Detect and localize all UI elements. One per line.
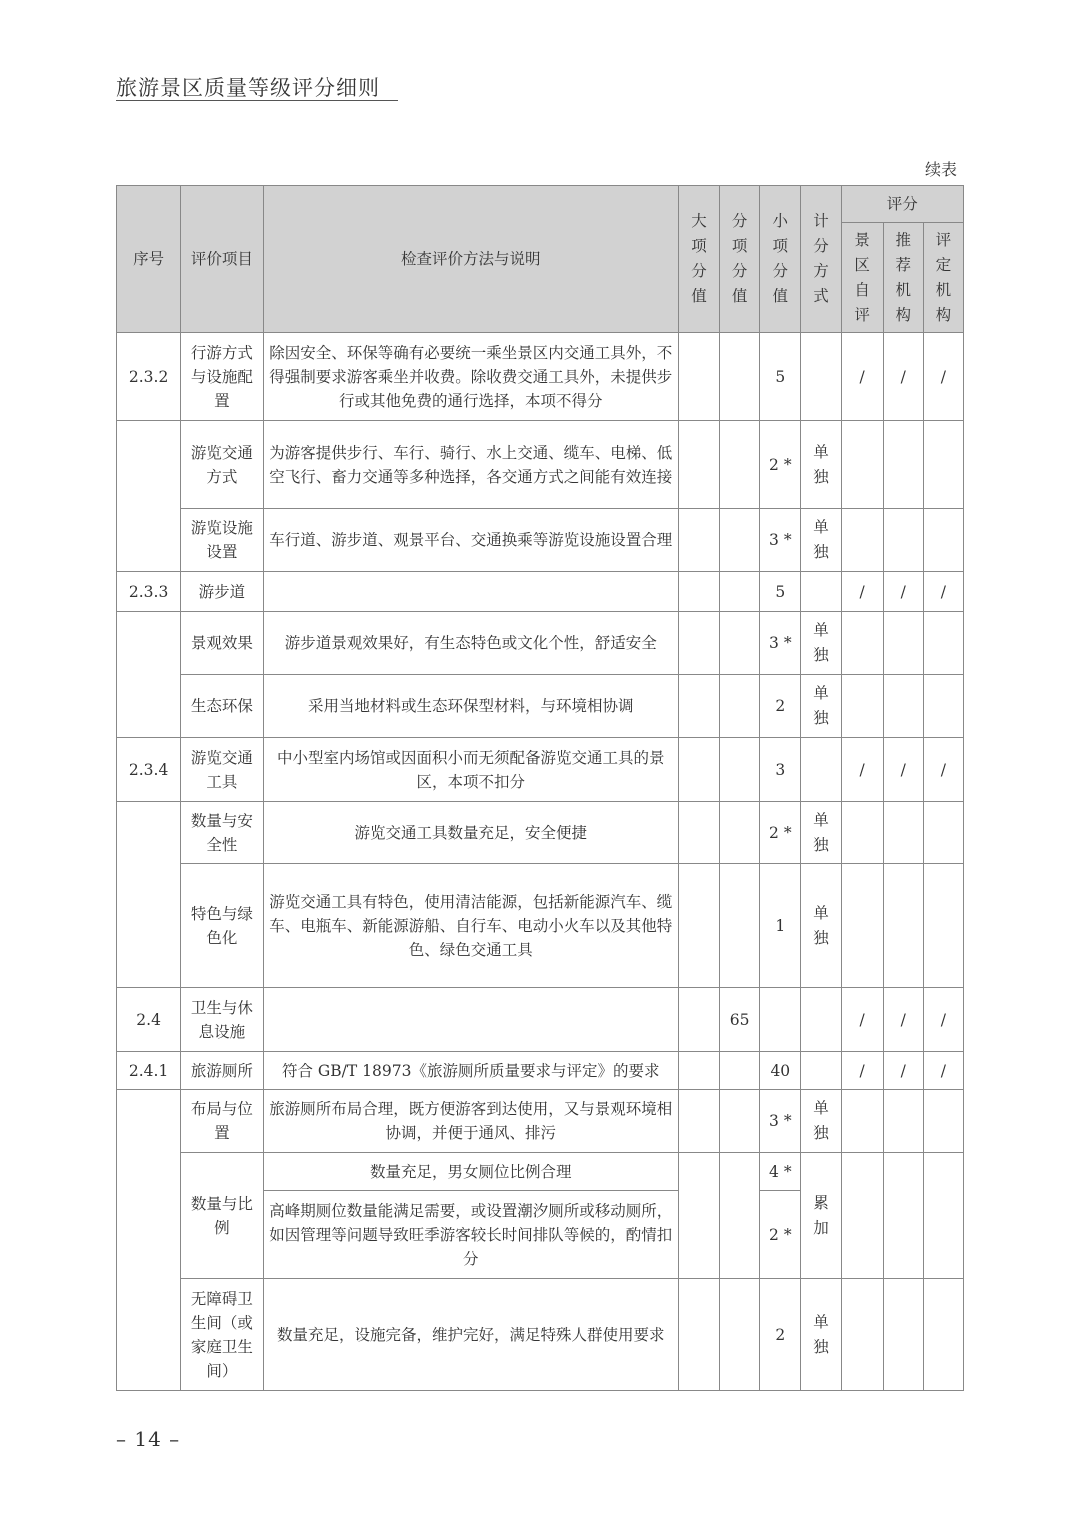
col-header-rating: 评分 bbox=[841, 186, 963, 223]
page-number: – 14 – bbox=[116, 1427, 181, 1451]
col-header-major-score: 大 项 分 值 bbox=[678, 186, 719, 333]
row-item: 卫生与休息设施 bbox=[181, 988, 263, 1052]
col-header-assess-org: 评 定 机 构 bbox=[923, 223, 963, 333]
row-desc: 符合 GB/T 18973《旅游厕所质量要求与评定》的要求 bbox=[263, 1052, 678, 1090]
row-item: 游览交通方式 bbox=[181, 421, 263, 509]
row-minor-score: 2 bbox=[760, 675, 801, 738]
row-recommend: / bbox=[883, 1052, 923, 1090]
row-item: 特色与绿色化 bbox=[181, 864, 263, 988]
row-item: 布局与位置 bbox=[181, 1090, 263, 1153]
col-header-recommend-org: 推 荐 机 构 bbox=[883, 223, 923, 333]
row-minor-score: 3 * bbox=[760, 1090, 801, 1153]
document-header-title: 旅游景区质量等级评分细则 bbox=[116, 76, 380, 100]
col-header-method: 检查评价方法与说明 bbox=[263, 186, 678, 333]
row-desc: 游览交通工具数量充足，安全便捷 bbox=[263, 802, 678, 864]
row-minor-score: 5 bbox=[760, 333, 801, 421]
row-minor-score: 5 bbox=[760, 572, 801, 612]
table-row bbox=[117, 738, 964, 802]
table-row bbox=[117, 1153, 964, 1191]
row-recommend: / bbox=[883, 333, 923, 421]
row-minor-score: 2 * bbox=[760, 1191, 801, 1279]
row-desc: 数量充足，设施完备，维护完好，满足特殊人群使用要求 bbox=[263, 1279, 678, 1391]
row-minor-score: 40 bbox=[760, 1052, 801, 1090]
row-item: 行游方式与设施配置 bbox=[181, 333, 263, 421]
col-header-self-eval: 景 区 自 评 bbox=[841, 223, 883, 333]
row-desc: 采用当地材料或生态环保型材料，与环境相协调 bbox=[263, 675, 678, 738]
row-desc: 游览交通工具有特色，使用清洁能源，包括新能源汽车、缆车、电瓶车、新能源游船、自行车、电动小火车以及其他特色、绿色交通工具 bbox=[263, 864, 678, 988]
row-sub-score: 65 bbox=[720, 988, 760, 1052]
table-row bbox=[117, 572, 964, 612]
row-calc-method: 单 独 bbox=[801, 421, 841, 509]
row-minor-score: 3 * bbox=[760, 612, 801, 675]
table-row bbox=[117, 1052, 964, 1090]
row-recommend: / bbox=[883, 988, 923, 1052]
row-desc: 中小型室内场馆或因面积小而无须配备游览交通工具的景区，本项不扣分 bbox=[263, 738, 678, 802]
row-self-eval: / bbox=[841, 1052, 883, 1090]
col-header-item: 评价项目 bbox=[181, 186, 263, 333]
row-calc-method: 单 独 bbox=[801, 1279, 841, 1391]
row-item: 数量与安全性 bbox=[181, 802, 263, 864]
row-desc: 为游客提供步行、车行、骑行、水上交通、缆车、电梯、低空飞行、畜力交通等多种选择，各交通方式之间能有效连接 bbox=[263, 421, 678, 509]
row-assess: / bbox=[923, 738, 963, 802]
row-self-eval: / bbox=[841, 988, 883, 1052]
scoring-table bbox=[116, 185, 964, 1391]
row-item: 游览交通工具 bbox=[181, 738, 263, 802]
row-self-eval: / bbox=[841, 572, 883, 612]
row-assess: / bbox=[923, 1052, 963, 1090]
row-desc: 高峰期厕位数量能满足需要，或设置潮汐厕所或移动厕所，如因管理等问题导致旺季游客较长时间排队等候的，酌情扣分 bbox=[263, 1191, 678, 1279]
row-minor-score: 3 bbox=[760, 738, 801, 802]
continued-label: 续表 bbox=[924, 160, 957, 179]
row-calc-method: 累 加 bbox=[801, 1153, 841, 1279]
table-row bbox=[117, 612, 964, 675]
row-item: 游步道 bbox=[181, 572, 263, 612]
row-item: 无障碍卫生间（或家庭卫生间） bbox=[181, 1279, 263, 1391]
row-item: 数量与比例 bbox=[181, 1153, 263, 1279]
row-assess: / bbox=[923, 333, 963, 421]
table-row bbox=[117, 1279, 964, 1391]
table-row bbox=[117, 1090, 964, 1153]
table-row bbox=[117, 675, 964, 738]
row-item: 旅游厕所 bbox=[181, 1052, 263, 1090]
row-desc: 除因安全、环保等确有必要统一乘坐景区内交通工具外，不得强制要求游客乘坐并收费。除收费交通工具外，未提供步行或其他免费的通行选择，本项不得分 bbox=[263, 333, 678, 421]
col-header-sub-score: 分 项 分 值 bbox=[720, 186, 760, 333]
row-item: 游览设施设置 bbox=[181, 509, 263, 572]
row-calc-method: 单 独 bbox=[801, 802, 841, 864]
row-calc-method: 单 独 bbox=[801, 675, 841, 738]
row-assess: / bbox=[923, 988, 963, 1052]
row-desc: 数量充足，男女厕位比例合理 bbox=[263, 1153, 678, 1191]
row-desc: 游步道景观效果好，有生态特色或文化个性，舒适安全 bbox=[263, 612, 678, 675]
table-row bbox=[117, 333, 964, 421]
row-recommend: / bbox=[883, 572, 923, 612]
row-assess: / bbox=[923, 572, 963, 612]
table-row bbox=[117, 864, 964, 988]
row-desc: 车行道、游步道、观景平台、交通换乘等游览设施设置合理 bbox=[263, 509, 678, 572]
row-minor-score: 2 * bbox=[760, 802, 801, 864]
row-seq: 2.4.1 bbox=[117, 1052, 181, 1090]
table-row bbox=[117, 421, 964, 509]
row-item: 景观效果 bbox=[181, 612, 263, 675]
table-row bbox=[117, 509, 964, 572]
row-recommend: / bbox=[883, 738, 923, 802]
row-item: 生态环保 bbox=[181, 675, 263, 738]
row-minor-score: 2 bbox=[760, 1279, 801, 1391]
row-desc: 旅游厕所布局合理，既方便游客到达使用，又与景观环境相协调，并便于通风、排污 bbox=[263, 1090, 678, 1153]
row-calc-method: 单 独 bbox=[801, 509, 841, 572]
row-seq: 2.3.4 bbox=[117, 738, 181, 802]
table-row bbox=[117, 988, 964, 1052]
row-calc-method: 单 独 bbox=[801, 1090, 841, 1153]
col-header-minor-score: 小 项 分 值 bbox=[760, 186, 801, 333]
col-header-seq: 序号 bbox=[117, 186, 181, 333]
row-seq: 2.3.3 bbox=[117, 572, 181, 612]
header-underline bbox=[116, 100, 398, 101]
row-calc-method: 单 独 bbox=[801, 864, 841, 988]
row-minor-score: 3 * bbox=[760, 509, 801, 572]
table-row bbox=[117, 802, 964, 864]
row-self-eval: / bbox=[841, 333, 883, 421]
row-calc-method: 单 独 bbox=[801, 612, 841, 675]
row-seq: 2.3.2 bbox=[117, 333, 181, 421]
row-self-eval: / bbox=[841, 738, 883, 802]
row-seq: 2.4 bbox=[117, 988, 181, 1052]
row-minor-score: 4 * bbox=[760, 1153, 801, 1191]
col-header-calc-method: 计 分 方 式 bbox=[801, 186, 841, 333]
row-minor-score: 1 bbox=[760, 864, 801, 988]
row-minor-score: 2 * bbox=[760, 421, 801, 509]
